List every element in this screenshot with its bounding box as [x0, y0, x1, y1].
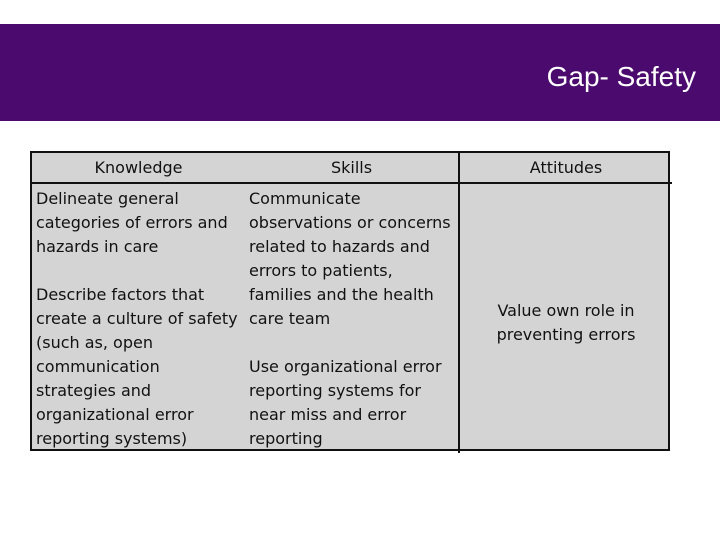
slide-title: Gap- Safety: [546, 61, 696, 92]
attitudes-item: Value own role in preventing errors: [496, 301, 636, 344]
attitudes-cell: [458, 184, 672, 453]
skills-item: Use organizational error reporting systems for near miss and error reporting: [249, 357, 442, 448]
header-attitudes: Attitudes: [458, 153, 672, 184]
skills-cell: [245, 184, 458, 453]
knowledge-cell: [32, 184, 245, 453]
header-knowledge: Knowledge: [32, 153, 245, 184]
header-skills: Skills: [245, 153, 458, 184]
knowledge-item: Delineate general categories of errors and hazards in care: [36, 189, 228, 256]
title-banner: [0, 24, 720, 121]
competency-table: [30, 151, 670, 451]
knowledge-item: Describe factors that create a culture of safety (such as, open communication strategies and organizational error reporting systems): [36, 285, 238, 448]
skills-item: Communicate observations or concerns related to hazards and errors to patients, families and the health care team: [249, 189, 451, 328]
